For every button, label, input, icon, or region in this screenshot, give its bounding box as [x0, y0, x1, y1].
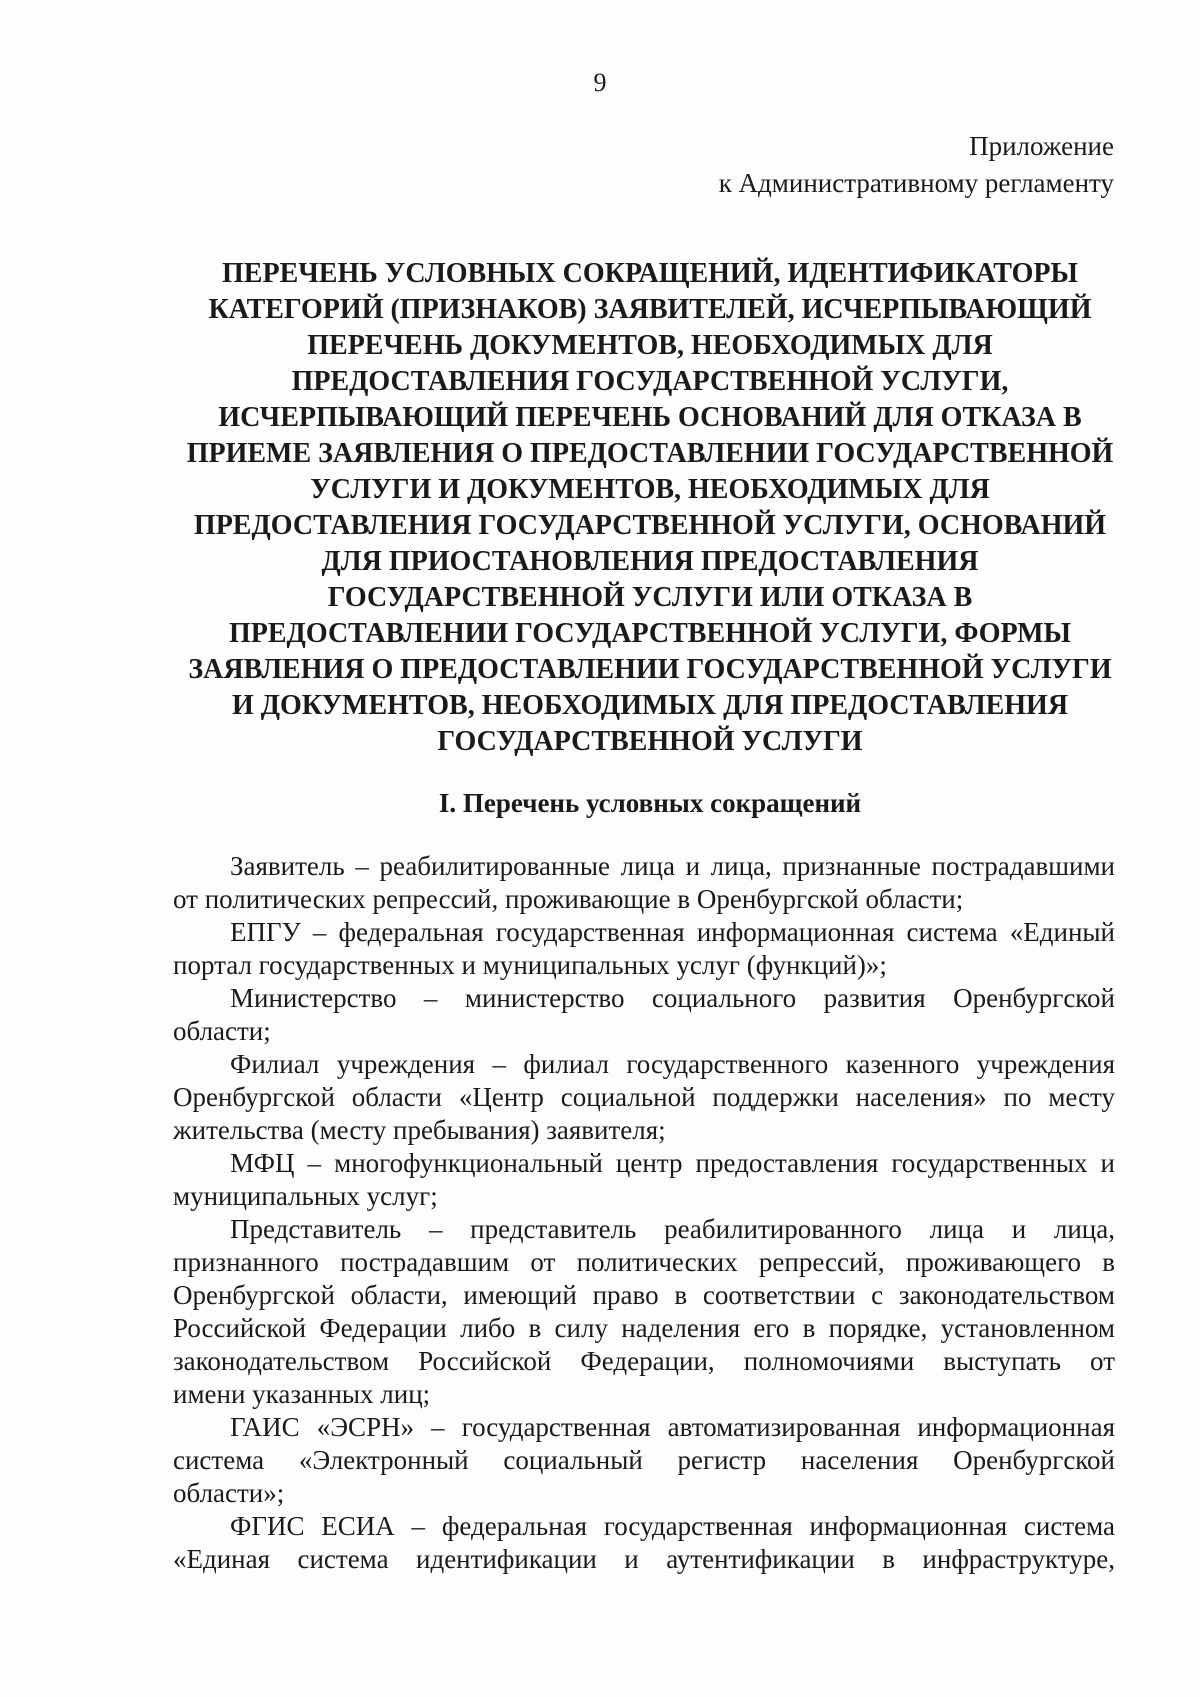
body-line: Представитель – представитель реабилитированного лица и лица, — [230, 1214, 1115, 1244]
document-title — [150, 256, 1150, 760]
title-line: ПРЕДОСТАВЛЕНИЯ ГОСУДАРСТВЕННОЙ УСЛУГИ, — [291, 366, 1009, 397]
body-line: МФЦ – многофункциональный центр предоставления государственных и — [230, 1148, 1115, 1178]
section-heading: I. Перечень условных сокращений — [438, 788, 862, 818]
body-line: Российской Федерации либо в силу наделения его в порядке, установленном — [173, 1313, 1115, 1343]
body-line: Заявитель – реабилитированные лица и лица, признанные пострадавшими — [230, 851, 1115, 881]
title-line: ПРИЕМЕ ЗАЯВЛЕНИЯ О ПРЕДОСТАВЛЕНИИ ГОСУДАРСТВЕННОЙ — [186, 438, 1114, 469]
title-line: ЗАЯВЛЕНИЯ О ПРЕДОСТАВЛЕНИИ ГОСУДАРСТВЕННОЙ УСЛУГИ — [188, 654, 1112, 685]
appendix-note — [719, 128, 1114, 202]
title-line: ПРЕДОСТАВЛЕНИИ ГОСУДАРСТВЕННОЙ УСЛУГИ, ФОРМЫ — [229, 618, 1071, 649]
body-line: области»; — [173, 1478, 285, 1508]
title-line: УСЛУГИ И ДОКУМЕНТОВ, НЕОБХОДИМЫХ ДЛЯ — [310, 474, 990, 505]
title-line: ГОСУДАРСТВЕННОЙ УСЛУГИ ИЛИ ОТКАЗА В — [327, 582, 973, 613]
body-line: Оренбургской области «Центр социальной поддержки населения» по месту — [173, 1082, 1115, 1112]
body-line: признанного пострадавшим от политических репрессий, проживающего в — [173, 1247, 1115, 1277]
body-line: жительства (месту пребывания) заявителя; — [173, 1115, 666, 1145]
body-line: области; — [173, 1016, 271, 1046]
body-line: Оренбургской области, имеющий право в соответствии с законодательством — [173, 1280, 1115, 1310]
title-line: ИСЧЕРПЫВАЮЩИЙ ПЕРЕЧЕНЬ ОСНОВАНИЙ ДЛЯ ОТКАЗА В — [218, 402, 1082, 433]
body-line: Филиал учреждения – филиал государственного казенного учреждения — [230, 1049, 1115, 1079]
title-line: И ДОКУМЕНТОВ, НЕОБХОДИМЫХ ДЛЯ ПРЕДОСТАВЛЕНИЯ — [231, 690, 1069, 721]
body-line: система «Электронный социальный регистр населения Оренбургской — [173, 1445, 1115, 1475]
body-line: «Единая система идентификации и аутентификации в инфраструктуре, — [173, 1544, 1115, 1574]
body-line: законодательством Российской Федерации, полномочиями выступать от — [173, 1346, 1115, 1376]
title-line: ДЛЯ ПРИОСТАНОВЛЕНИЯ ПРЕДОСТАВЛЕНИЯ — [321, 546, 979, 577]
title-line: КАТЕГОРИЙ (ПРИЗНАКОВ) ЗАЯВИТЕЛЕЙ, ИСЧЕРПЫВАЮЩИЙ — [208, 294, 1092, 325]
title-line: ПЕРЕЧЕНЬ УСЛОВНЫХ СОКРАЩЕНИЙ, ИДЕНТИФИКАТОРЫ — [222, 258, 1078, 289]
body-line: ЕПГУ – федеральная государственная информационная система «Единый — [230, 917, 1115, 947]
body-line: муниципальных услуг; — [173, 1181, 438, 1211]
body-line: портал государственных и муниципальных услуг (функций)»; — [173, 950, 887, 980]
body-line: ФГИС ЕСИА – федеральная государственная информационная система — [230, 1511, 1115, 1541]
appendix-line-1: Приложение — [969, 131, 1114, 161]
body-line: Министерство – министерство социального развития Оренбургской — [230, 983, 1115, 1013]
title-line: ПРЕДОСТАВЛЕНИЯ ГОСУДАРСТВЕННОЙ УСЛУГИ, ОСНОВАНИЙ — [193, 510, 1107, 541]
title-line: ПЕРЕЧЕНЬ ДОКУМЕНТОВ, НЕОБХОДИМЫХ ДЛЯ — [307, 330, 993, 361]
body-line: ГАИС «ЭСРН» – государственная автоматизированная информационная — [230, 1412, 1115, 1442]
body-line: от политических репрессий, проживающие в Оренбургской области; — [173, 884, 964, 914]
title-line: ГОСУДАРСТВЕННОЙ УСЛУГИ — [437, 726, 863, 757]
appendix-line-2: к Административному регламенту — [718, 168, 1114, 198]
abbreviations-list — [173, 850, 1115, 1576]
body-line: имени указанных лиц; — [173, 1379, 431, 1409]
page-number: 9 — [593, 68, 607, 97]
